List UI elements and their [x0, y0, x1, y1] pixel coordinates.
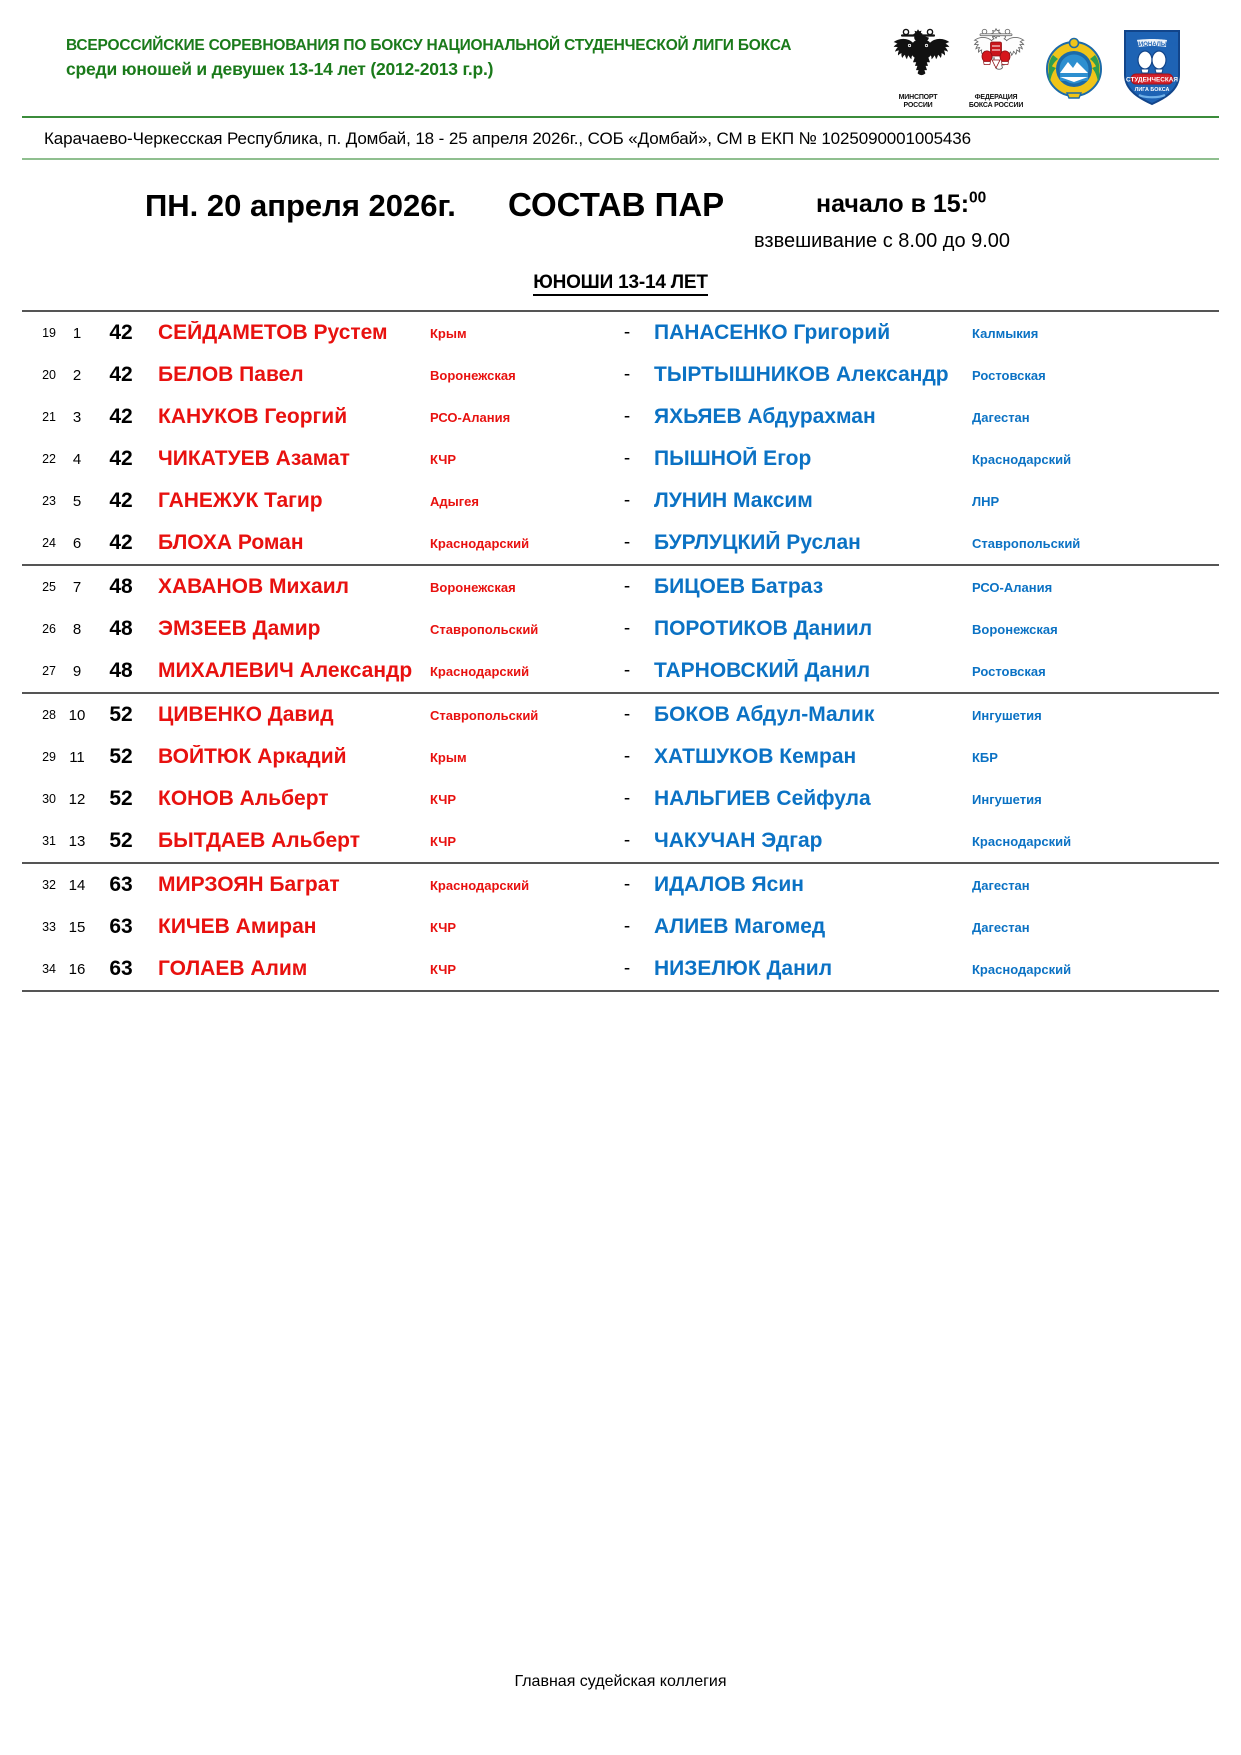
versus-dash: - — [623, 448, 631, 469]
red-corner-name: БЛОХА Роман — [158, 531, 304, 554]
red-corner-name: БЫТДАЕВ Альберт — [158, 829, 360, 852]
blue-corner-region: Ставропольский — [972, 535, 1081, 551]
bout-row[interactable] — [22, 396, 1219, 438]
blue-corner-name: НАЛЬГИЕВ Сейфула — [654, 787, 871, 810]
bout-row[interactable] — [22, 948, 1219, 990]
blue-corner-region: КБР — [972, 749, 998, 765]
versus-dash: - — [623, 364, 631, 385]
blue-corner-name: ХАТШУКОВ Кемран — [654, 745, 857, 768]
start-time-minutes: 00 — [969, 189, 987, 207]
svg-text:НАЦИОНАЛЬНАЯ: НАЦИОНАЛЬНАЯ — [1125, 42, 1179, 48]
header-divider-bottom — [22, 158, 1219, 160]
bout-number: 12 — [68, 790, 86, 808]
bout-sequence-number: 24 — [42, 536, 56, 550]
weight-class: 63 — [109, 873, 133, 896]
bout-number: 16 — [68, 960, 86, 978]
blue-corner-region: Калмыкия — [972, 325, 1039, 341]
weighing-time: взвешивание с 8.00 до 9.00 — [754, 230, 1011, 252]
weight-class: 42 — [109, 363, 133, 386]
weight-class: 42 — [109, 447, 133, 470]
weight-class: 52 — [109, 787, 133, 810]
weight-class: 48 — [109, 617, 133, 640]
red-corner-region: Воронежская — [430, 579, 516, 595]
event-date: ПН. 20 апреля 2026г. — [145, 188, 456, 223]
bout-list — [22, 310, 1219, 992]
bout-sequence-number: 33 — [42, 920, 56, 934]
competition-title-line-1: ВСЕРОССИЙСКИЕ СОРЕВНОВАНИЯ ПО БОКСУ НАЦИОНАЛЬНОЙ СТУДЕНЧЕСКОЙ ЛИГИ БОКСА — [66, 37, 792, 54]
start-time-text: начало в 15: — [816, 190, 970, 218]
bout-row[interactable] — [22, 608, 1219, 650]
versus-dash: - — [623, 916, 631, 937]
red-corner-name: КОНОВ Альберт — [158, 787, 329, 810]
federaciya-boksa-rossii-logo — [963, 26, 1029, 110]
bout-sequence-number: 25 — [42, 580, 56, 594]
versus-dash: - — [623, 958, 631, 979]
red-corner-region: Ставропольский — [430, 707, 539, 723]
bout-sequence-number: 23 — [42, 494, 56, 508]
blue-corner-name: ТЫРТЫШНИКОВ Александр — [654, 363, 949, 386]
versus-dash: - — [623, 532, 631, 553]
weight-class: 42 — [109, 531, 133, 554]
bout-row[interactable] — [22, 438, 1219, 480]
red-corner-name: КАНУКОВ Георгий — [158, 405, 348, 428]
blue-corner-region: Дагестан — [972, 919, 1030, 935]
blue-corner-name: ЧАКУЧАН Эдгар — [654, 829, 823, 852]
red-corner-region: РСО-Алания — [430, 409, 511, 425]
bout-row[interactable] — [22, 820, 1219, 862]
bout-row[interactable] — [22, 778, 1219, 820]
versus-dash: - — [623, 576, 631, 597]
title-row — [0, 182, 1241, 252]
bout-row[interactable] — [22, 522, 1219, 564]
red-corner-name: ВОЙТЮК Аркадий — [158, 745, 347, 768]
svg-text:ЛИГА БОКСА: ЛИГА БОКСА — [1134, 87, 1170, 93]
red-corner-region: КЧР — [430, 451, 457, 467]
versus-dash: - — [623, 874, 631, 895]
red-corner-name: МИРЗОЯН Баграт — [158, 873, 340, 896]
red-corner-name: ЭМЗЕЕВ Дамир — [158, 617, 321, 640]
document-header — [0, 0, 1241, 110]
weight-group — [22, 864, 1219, 990]
category-heading — [0, 272, 1241, 294]
red-corner-region: КЧР — [430, 791, 457, 807]
minsport-rossii-caption: МИНСПОРТ РОССИИ — [898, 93, 938, 109]
blue-corner-name: ИДАЛОВ Ясин — [654, 873, 804, 896]
weight-class: 63 — [109, 915, 133, 938]
red-corner-name: СЕЙДАМЕТОВ Рустем — [158, 321, 388, 344]
bout-sequence-number: 32 — [42, 878, 56, 892]
blue-corner-region: РСО-Алания — [972, 579, 1053, 595]
bout-number: 8 — [72, 620, 82, 638]
bout-sequence-number: 28 — [42, 708, 56, 722]
bout-row[interactable] — [22, 650, 1219, 692]
bout-row[interactable] — [22, 864, 1219, 906]
bout-sequence-number: 31 — [42, 834, 56, 848]
red-corner-region: КЧР — [430, 919, 457, 935]
blue-corner-region: Ростовская — [972, 663, 1046, 679]
red-corner-name: ЦИВЕНКО Давид — [158, 703, 334, 726]
bout-row[interactable] — [22, 694, 1219, 736]
red-corner-region: Ставропольский — [430, 621, 539, 637]
blue-corner-name: БУРЛУЦКИЙ Руслан — [654, 531, 861, 554]
weight-class: 42 — [109, 321, 133, 344]
bout-sequence-number: 27 — [42, 664, 56, 678]
blue-corner-name: БИЦОЕВ Батраз — [654, 575, 824, 598]
red-corner-name: МИХАЛЕВИЧ Александр — [158, 659, 413, 682]
blue-corner-name: ПАНАСЕНКО Григорий — [654, 321, 891, 344]
bout-sequence-number: 30 — [42, 792, 56, 806]
bout-row[interactable] — [22, 312, 1219, 354]
weight-class: 48 — [109, 659, 133, 682]
red-corner-name: БЕЛОВ Павел — [158, 363, 304, 386]
bout-row[interactable] — [22, 736, 1219, 778]
nacionalnaya-studencheskaya-liga-boksa-logo — [1119, 26, 1185, 110]
bout-sequence-number: 20 — [42, 368, 56, 382]
blue-corner-name: ПЫШНОЙ Егор — [654, 447, 812, 470]
weight-class: 42 — [109, 489, 133, 512]
red-corner-name: КИЧЕВ Амиран — [158, 915, 317, 938]
bout-sequence-number: 22 — [42, 452, 56, 466]
blue-corner-name: БОКОВ Абдул-Малик — [654, 703, 875, 726]
bout-number: 14 — [68, 876, 86, 894]
footer-signature: Главная судейская коллегия — [514, 1673, 727, 1690]
bout-number: 5 — [72, 492, 82, 510]
logo-strip — [885, 26, 1207, 110]
versus-dash: - — [623, 788, 631, 809]
weight-group — [22, 312, 1219, 566]
bout-row[interactable] — [22, 906, 1219, 948]
blue-corner-name: ТАРНОВСКИЙ Данил — [654, 659, 871, 682]
blue-corner-region: Дагестан — [972, 409, 1030, 425]
blue-corner-name: НИЗЕЛЮК Данил — [654, 957, 833, 980]
versus-dash: - — [623, 322, 631, 343]
bout-number: 13 — [68, 832, 86, 850]
red-corner-name: ЧИКАТУЕВ Азамат — [158, 447, 350, 470]
bout-sequence-number: 29 — [42, 750, 56, 764]
competition-title-line-2: среди юношей и девушек 13-14 лет (2012-2013 г.р.) — [66, 58, 494, 79]
blue-corner-region: ЛНР — [972, 493, 1000, 509]
venue-line: Карачаево-Черкесская Республика, п. Домбай, 18 - 25 апреля 2026г., СОБ «Домбай», СМ в ЕКП № 1025090001005436 — [44, 129, 971, 148]
bout-sequence-number: 21 — [42, 410, 56, 424]
minsport-rossii-logo — [885, 26, 951, 110]
blue-corner-region: Ингушетия — [972, 791, 1042, 807]
bout-number: 7 — [72, 578, 82, 596]
bout-number: 4 — [72, 450, 82, 468]
versus-dash: - — [623, 618, 631, 639]
blue-corner-name: ПОРОТИКОВ Даниил — [654, 617, 873, 640]
versus-dash: - — [623, 830, 631, 851]
red-corner-region: Крым — [430, 325, 467, 341]
federaciya-boksa-rossii-caption: ФЕДЕРАЦИЯ БОКСА РОССИИ — [968, 93, 1024, 109]
red-corner-region: Крым — [430, 749, 467, 765]
blue-corner-name: ЛУНИН Максим — [654, 489, 813, 512]
blue-corner-name: ЯХЬЯЕВ Абдурахман — [654, 405, 876, 428]
bout-sequence-number: 34 — [42, 962, 56, 976]
red-corner-region: Краснодарский — [430, 663, 530, 679]
weight-class: 52 — [109, 829, 133, 852]
category-heading-text: ЮНОШИ 13-14 ЛЕТ — [533, 272, 708, 296]
bout-row[interactable] — [22, 354, 1219, 396]
weight-class: 52 — [109, 703, 133, 726]
red-corner-name: ХАВАНОВ Михаил — [158, 575, 349, 598]
karachaevo-cherkesiya-emblem-logo — [1041, 26, 1107, 110]
bout-sequence-number: 26 — [42, 622, 56, 636]
blue-corner-region: Воронежская — [972, 621, 1058, 637]
versus-dash: - — [623, 746, 631, 767]
red-corner-region: Краснодарский — [430, 535, 530, 551]
weight-class: 42 — [109, 405, 133, 428]
red-corner-region: Краснодарский — [430, 877, 530, 893]
versus-dash: - — [623, 660, 631, 681]
header-titles — [66, 26, 791, 82]
red-corner-region: КЧР — [430, 961, 457, 977]
blue-corner-region: Ингушетия — [972, 707, 1042, 723]
red-corner-region: Воронежская — [430, 367, 516, 383]
weight-class: 63 — [109, 957, 133, 980]
bout-number: 6 — [72, 534, 82, 552]
red-corner-name: ГАНЕЖУК Тагир — [158, 489, 323, 512]
weight-group — [22, 694, 1219, 864]
versus-dash: - — [623, 704, 631, 725]
bout-row[interactable] — [22, 566, 1219, 608]
bout-sequence-number: 19 — [42, 326, 56, 340]
red-corner-region: Адыгея — [430, 493, 479, 509]
versus-dash: - — [623, 406, 631, 427]
red-corner-region: КЧР — [430, 833, 457, 849]
bout-row[interactable] — [22, 480, 1219, 522]
bout-number: 3 — [72, 408, 82, 426]
versus-dash: - — [623, 490, 631, 511]
bout-number: 2 — [72, 366, 82, 384]
bout-number: 1 — [72, 324, 82, 342]
bout-number: 15 — [68, 918, 86, 936]
blue-corner-region: Краснодарский — [972, 451, 1072, 467]
blue-corner-region: Краснодарский — [972, 961, 1072, 977]
page-title: СОСТАВ ПАР — [508, 186, 725, 223]
weight-class: 52 — [109, 745, 133, 768]
bout-number: 9 — [72, 662, 82, 680]
bout-number: 10 — [68, 706, 86, 724]
red-corner-name: ГОЛАЕВ Алим — [158, 957, 308, 980]
start-time — [816, 190, 986, 219]
blue-corner-region: Краснодарский — [972, 833, 1072, 849]
weight-class: 48 — [109, 575, 133, 598]
blue-corner-region: Дагестан — [972, 877, 1030, 893]
svg-text:СТУДЕНЧЕСКАЯ: СТУДЕНЧЕСКАЯ — [1126, 76, 1178, 84]
weight-group — [22, 566, 1219, 694]
bout-number: 11 — [69, 748, 85, 766]
blue-corner-name: АЛИЕВ Магомед — [654, 915, 826, 938]
blue-corner-region: Ростовская — [972, 367, 1046, 383]
